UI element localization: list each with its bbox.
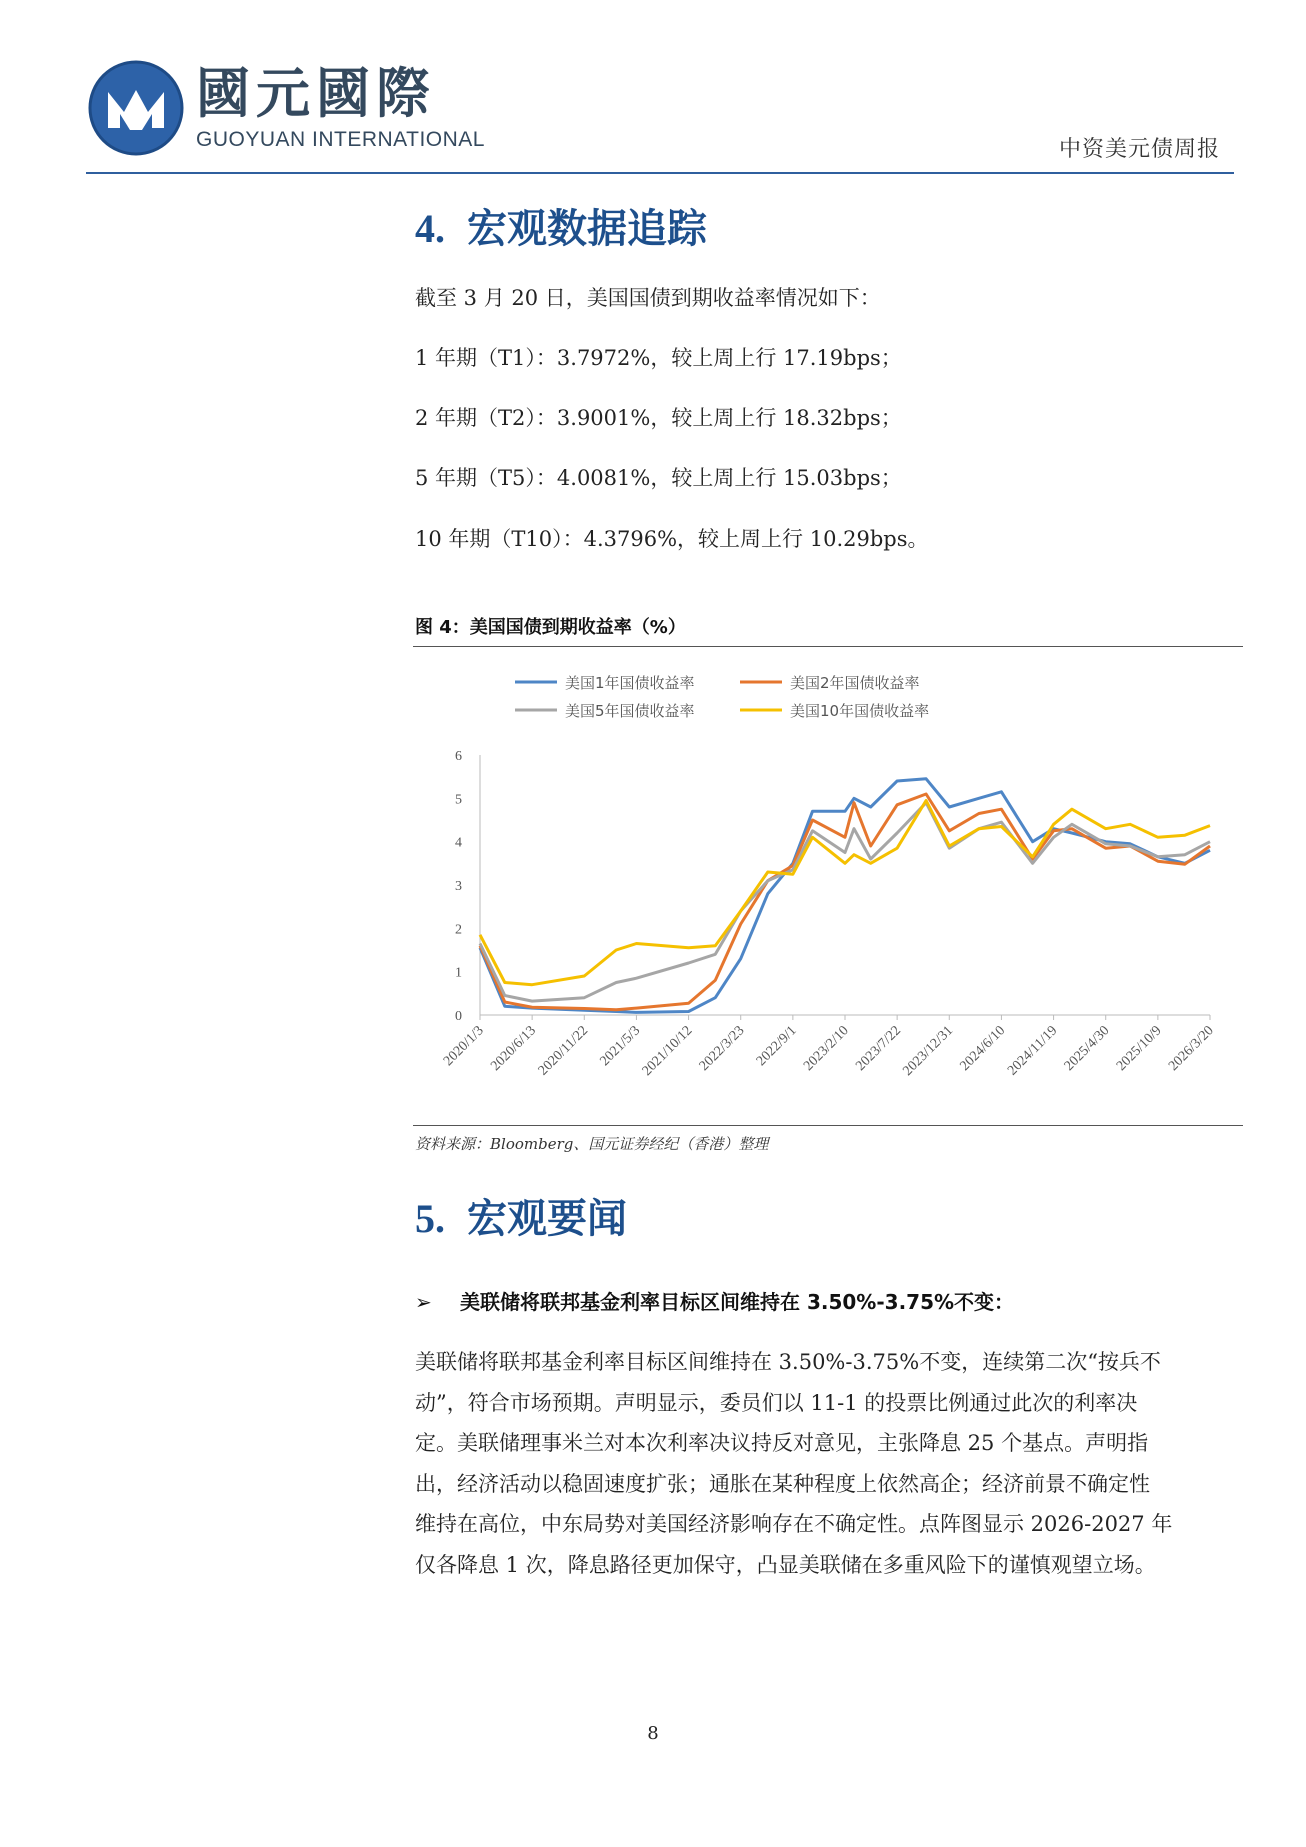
- report-title: 中资美元债周报: [1058, 137, 1220, 162]
- news-paragraph-line: 定。美联储理事米兰对本次利率决议持反对意见，主张降息 25 个基点。声明指: [415, 1431, 1149, 1455]
- treasury-yield-chart: [440, 660, 1240, 1120]
- yield-line-t1: 1 年期（T1）：3.7972%，较上周上行 17.19bps；: [415, 346, 902, 370]
- x-tick-label: 2022/9/1: [753, 1023, 800, 1070]
- x-tick-label: 2024/11/19: [1005, 1023, 1061, 1079]
- x-tick-label: 2026/3/20: [1166, 1023, 1217, 1074]
- section-5-heading: [415, 1194, 627, 1244]
- news-paragraph: [415, 1342, 1245, 1585]
- section-4-heading: [415, 204, 707, 254]
- yield-line-t5: 5 年期（T5）：4.0081%，较上周上行 15.03bps；: [415, 466, 902, 490]
- series-line-4: [480, 801, 1210, 985]
- news-bullet: [415, 1286, 1014, 1315]
- legend-label: 美国10年国债收益率: [790, 702, 930, 720]
- figure-top-rule: [413, 646, 1243, 647]
- x-tick-label: 2023/7/22: [853, 1023, 904, 1074]
- guoyuan-logo-icon: [86, 58, 186, 158]
- x-tick-label: 2025/10/9: [1113, 1023, 1165, 1074]
- x-tick-label: 2025/4/30: [1061, 1023, 1113, 1074]
- header-divider: [86, 172, 1234, 174]
- figure-bottom-rule: [413, 1125, 1243, 1126]
- bullet-arrow-icon: ➢: [415, 1290, 432, 1314]
- section-4-title: 宏观数据追踪: [467, 206, 707, 252]
- x-tick-label: 2020/6/13: [488, 1023, 539, 1074]
- y-tick-label: 3: [455, 879, 462, 894]
- x-tick-label: 2024/6/10: [957, 1023, 1009, 1074]
- x-tick-label: 2022/3/23: [696, 1023, 748, 1074]
- section-5-title: 宏观要闻: [467, 1196, 627, 1242]
- yield-intro: 截至 3 月 20 日，美国国债到期收益率情况如下：: [415, 286, 881, 310]
- x-tick-label: 2023/2/10: [801, 1023, 852, 1074]
- legend-label: 美国2年国债收益率: [790, 674, 920, 692]
- x-tick-label: 2020/11/22: [535, 1023, 592, 1079]
- news-bullet-text: 美联储将联邦基金利率目标区间维持在 3.50%-3.75%不变：: [460, 1290, 1015, 1314]
- y-tick-label: 1: [455, 965, 462, 981]
- y-tick-label: 4: [455, 835, 462, 851]
- page-number: 8: [647, 1723, 659, 1744]
- figure-caption: 图 4：美国国债到期收益率（%）: [415, 617, 686, 638]
- legend-label: 美国5年国债收益率: [565, 702, 695, 720]
- x-tick-label: 2020/1/3: [441, 1023, 487, 1070]
- logo-english-name: GUOYUAN INTERNATIONAL: [196, 128, 485, 151]
- news-paragraph-line: 出，经济活动以稳固速度扩张；通胀在某种程度上依然高企；经济前景不确定性: [415, 1471, 1150, 1496]
- yield-line-t2: 2 年期（T2）：3.9001%，较上周上行 18.32bps；: [415, 406, 902, 430]
- legend-label: 美国1年国债收益率: [565, 674, 695, 692]
- y-tick-label: 5: [455, 792, 462, 808]
- y-tick-label: 0: [455, 1009, 462, 1024]
- yield-line-t10: 10 年期（T10）：4.3796%，较上周上行 10.29bps。: [415, 527, 929, 551]
- news-paragraph-line: 仅各降息 1 次，降息路径更加保守，凸显美联储在多重风险下的谨慎观望立场。: [415, 1552, 1156, 1577]
- x-tick-label: 2023/12/31: [900, 1023, 957, 1079]
- x-tick-label: 2021/5/3: [597, 1023, 644, 1070]
- news-paragraph-line: 维持在高位，中东局势对美国经济影响存在不确定性。点阵图显示 2026-2027 年: [415, 1512, 1173, 1536]
- y-tick-label: 6: [455, 749, 462, 764]
- logo-chinese-name: 國元國際: [196, 62, 436, 125]
- news-paragraph-line: 动”，符合市场预期。声明显示，委员们以 11-1 的投票比例通过此次的利率决: [415, 1390, 1138, 1415]
- section-4-number: 4.: [415, 206, 445, 251]
- series-line-1: [480, 779, 1210, 1013]
- x-tick-label: 2021/10/12: [639, 1023, 696, 1079]
- y-tick-label: 2: [455, 922, 462, 938]
- figure-source: 资料来源：Bloomberg、国元证券经纪（香港）整理: [415, 1135, 769, 1153]
- news-paragraph-line: 美联储将联邦基金利率目标区间维持在 3.50%-3.75%不变，连续第二次“按兵不: [415, 1350, 1161, 1374]
- section-5-number: 5.: [415, 1196, 445, 1241]
